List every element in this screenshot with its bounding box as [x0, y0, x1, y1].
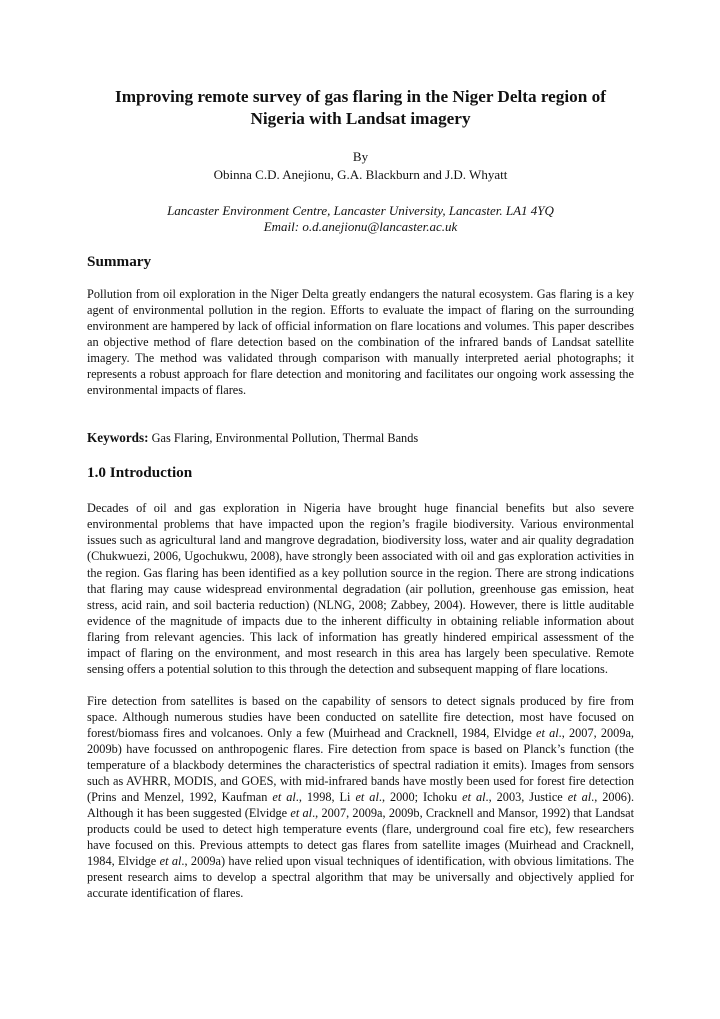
keywords-label: Keywords:: [87, 430, 149, 446]
text-run: ., 2006). Although it has been suggested (Elvidge: [87, 790, 635, 821]
italic-run: et al: [355, 790, 379, 805]
keywords: [87, 430, 634, 446]
paper-title: Improving remote survey of gas flaring in the Niger Delta region of Nigeria with Landsat imagery: [115, 87, 606, 128]
text-run: ., 2009a) have relied upon visual techniques of identification, with obvious limitations. The present research aims to develop a spectral algorithm that may be universally and objectively applied for accurate identification of flares.: [87, 854, 634, 901]
by-line: By: [352, 149, 369, 164]
italic-run: et al: [535, 725, 559, 740]
paper-page: [87, 86, 634, 901]
italic-run: et al: [462, 790, 486, 805]
italic-run: et al: [567, 790, 592, 805]
introduction-paragraph-1: Decades of oil and gas exploration in Nigeria have brought huge financial benefits but also severe environmental problems that have impacted upon the region’s fragile biodiversity. Various environmental issues such as agricultural land and mangrove degradation, biodiversity loss, water and air quality degradation (Chukwuezi, 2006, Ugochukwu, 2008), have strongly been associated with oil and gas exploration activities in the region. Gas flaring has been identified as a key pollution source in the region. There are strong indications that flaring may cause widespread environmental degradation (air pollution, greenhouse gas emission, heat stress, acid rain, and soil bacteria reduction) (NLNG, 2008; Zabbey, 2004). However, there is little auditable evidence of the magnitude of impacts due to the inherent difficulty in obtaining reliable information about flaring from relevant agencies. This lack of information has greatly hindered empirical assessment of the impact of flaring on the environment, and most research in this area has largely been speculative. Remote sensing offers a potential solution to this through the detection and subsequent mapping of flare locations.: [87, 501, 634, 676]
keywords-text: Gas Flaring, Environmental Pollution, Thermal Bands: [148, 431, 419, 446]
authors: Obinna C.D. Anejionu, G.A. Blackburn and J.D. Whyatt: [213, 167, 508, 182]
introduction-heading: 1.0 Introduction: [87, 464, 193, 482]
summary-heading: Summary: [87, 253, 152, 270]
italic-run: et al: [290, 806, 313, 821]
email: Email: o.d.anejionu@lancaster.ac.uk: [263, 219, 458, 234]
italic-run: et al: [159, 854, 182, 869]
text-run: ., 1998, Li: [295, 790, 356, 805]
affiliation: Lancaster Environment Centre, Lancaster University, Lancaster. LA1 4YQ: [167, 203, 554, 218]
introduction-paragraph-2: [87, 693, 634, 902]
italic-run: et al: [272, 790, 296, 805]
text-run: ., 2003, Justice: [485, 790, 568, 805]
summary-text: Pollution from oil exploration in the Niger Delta greatly endangers the natural ecosystem. Gas flaring is a key agent of environmental pollution in the region. Efforts to evaluate the impact of flaring on the surrounding environment are hampered by lack of official information on flare locations and volumes. This paper describes an objective method of flare detection based on the combination of the infrared bands of Landsat satellite imagery. The method was validated through comparison with manually interpreted aerial photographs; it represents a robust approach for flare detection and monitoring and facilitates our ongoing work assessing the environmental impacts of flares.: [87, 287, 634, 398]
text-run: Fire detection from satellites is based on the capability of sensors to detect signals produced by fire from space. Although numerous studies have been conducted on satellite fire detection, most have focused on forest/biomass fires and volcanoes. Only a few (Muirhead and Cracknell, 1984, Elvidge: [87, 693, 634, 740]
text-run: ., 2000; Ichoku: [378, 790, 463, 805]
text-run: ., 2007, 2009a, 2009b) have focussed on anthropogenic flares. Fire detection from space is based on Planck’s function (the temperature of a blackbody determines the characteristics of spectral radiation it emits). Images from sensors such as AVHRR, MODIS, and GOES, with mid-infrared bands have mostly been used for forest fire detection (Prins and Menzel, 1992, Kaufman: [87, 725, 634, 805]
text-run: ., 2007, 2009a, 2009b, Cracknell and Mansor, 1992) that Landsat products could be used to detect high temperature events (flare, underground coal fire etc), few researchers have focused on this. Previous attempts to detect gas flares from satellite images (Muirhead and Cracknell, 1984, Elvidge: [87, 806, 635, 869]
